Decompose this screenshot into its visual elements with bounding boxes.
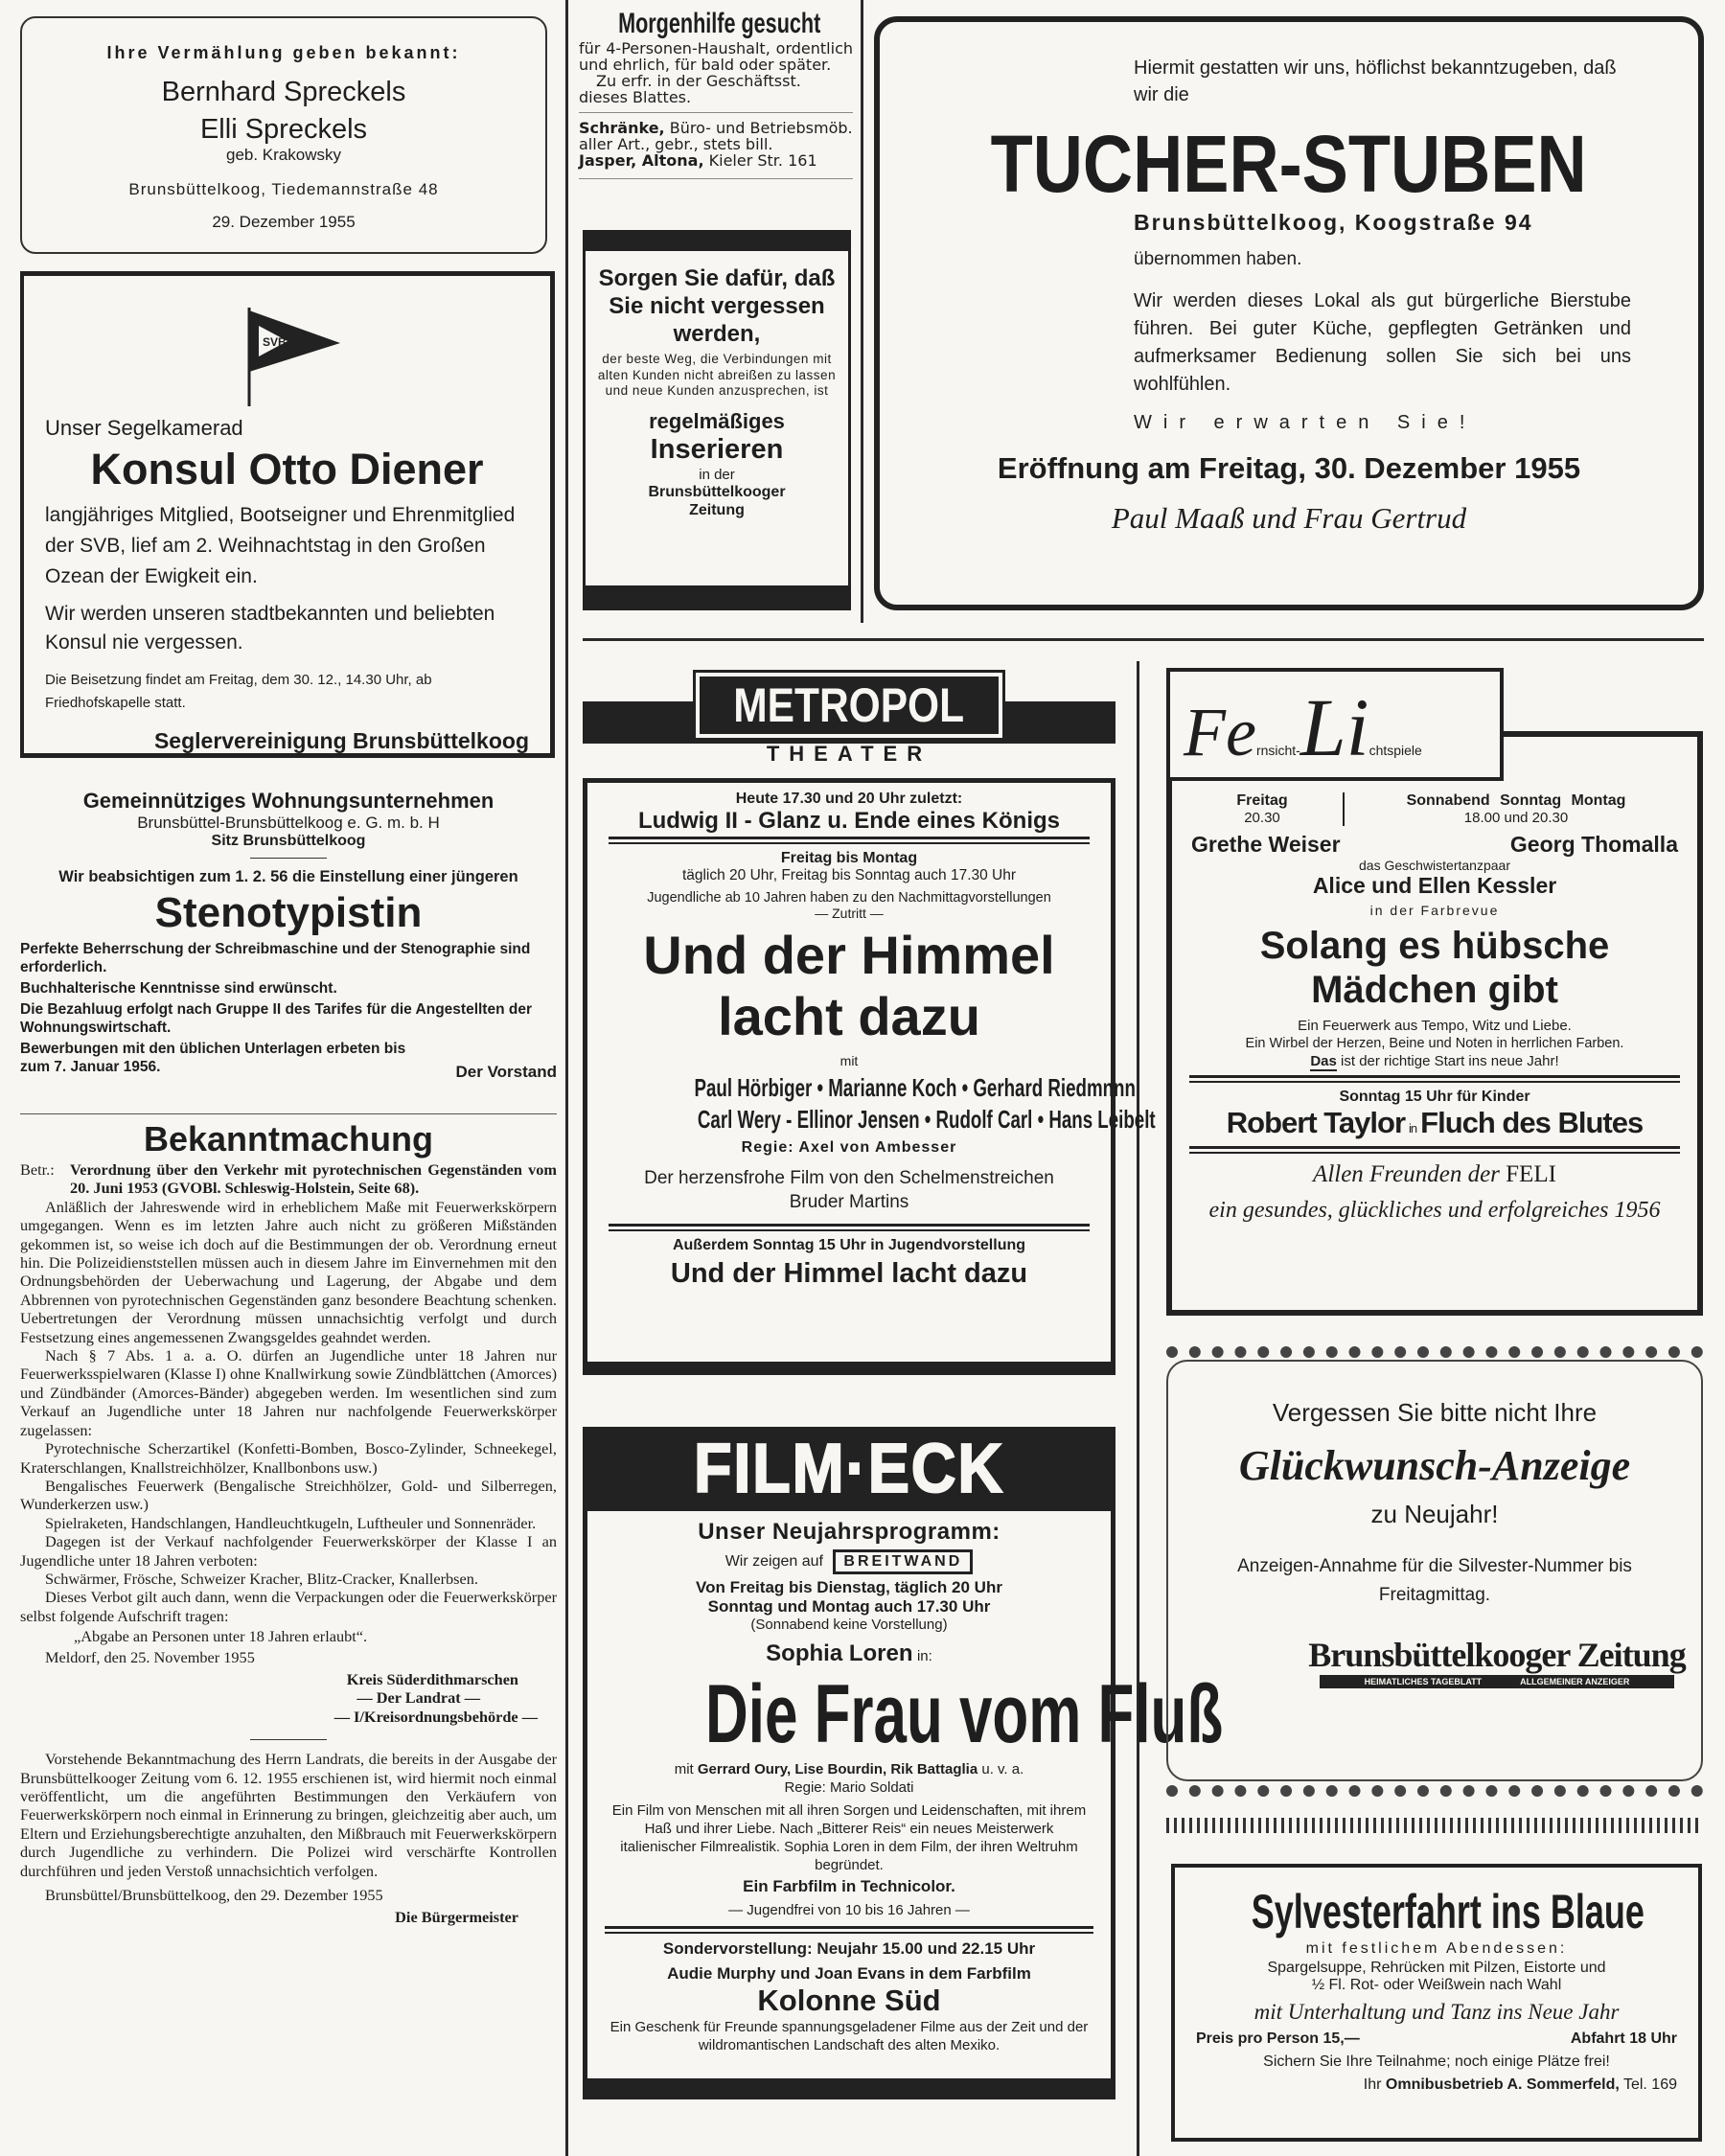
notice-authority: — Der Landrat — <box>356 1688 480 1708</box>
notice-paragraph: Dieses Verbot gilt auch dann, wenn die Verpackungen oder die Feuerwerkskörper selbst folgende Aufschrift tragen: <box>20 1588 557 1625</box>
filmeck-color: Ein Farbfilm in Technicolor. <box>743 1877 955 1895</box>
filmeck-special: Sondervorstellung: Neujahr 15.00 und 22.15 Uhr <box>662 1939 1036 1958</box>
tucher-await: Wir erwarten Sie! <box>1134 412 1477 433</box>
sylvester-tel: Tel. 169 <box>1622 2076 1677 2093</box>
wedding-intro: Ihre Vermählung geben bekannt: <box>106 43 461 62</box>
notice-betr-label: Betr.: <box>20 1160 55 1179</box>
feli-greeting: Allen Freunden der FELI <box>1313 1161 1556 1187</box>
job-ad-housing <box>20 789 557 1082</box>
metropol-times: täglich 20 Uhr, Freitag bis Sonntag auch 17.30 Uhr <box>681 867 1017 883</box>
metropol-film-title: Und der Himmel lacht dazu <box>643 925 1055 1046</box>
notice-subject: Verordnung über den Verkehr mit pyrotechnischen Gegenständen vom 20. Juni 1953 (GVOBl. Schleswig-Holstein, Seite 68). <box>70 1160 557 1198</box>
sylvester-trip-ad <box>1171 1864 1702 2142</box>
feli-film-title: Solang es hübsche Mädchen gibt <box>1259 925 1610 1011</box>
metropol-youth-admission: — Zutritt — <box>815 906 884 921</box>
tucher-name: TUCHER-STUBEN <box>990 119 1588 209</box>
filmeck-cast-mit: mit <box>674 1761 694 1778</box>
job-requirement: Bewerbungen mit den üblichen Unterlagen erbeten bis zum 7. Januar 1956. <box>20 1041 406 1075</box>
filmeck-cast: Gerrard Oury, Lise Bourdin, Rik Battaglia <box>697 1761 978 1778</box>
feli-line: ist der richtige Start ins neue Jahr! <box>1341 1053 1559 1069</box>
bride-name: Elli Spreckels <box>199 114 368 145</box>
greeting-line: zu Neujahr! <box>1370 1500 1499 1528</box>
sylvester-title: Sylvesterfahrt ins Blaue <box>1251 1885 1644 1938</box>
metropol-cinema-ad <box>583 673 1156 1375</box>
furniture-contact-name: Jasper, Altona, <box>579 151 704 170</box>
sylvester-sig-pre: Ihr <box>1363 2076 1382 2093</box>
metropol-cast: Paul Hörbiger • Marianne Koch • Gerhard Riedmnnn <box>694 1073 1136 1102</box>
funeral-info: Die Beisetzung findet am Freitag, dem 30. 12., 14.30 Uhr, ab Friedhofskapelle statt. <box>45 672 432 711</box>
feli-line-emphasis: Das <box>1310 1053 1337 1069</box>
filmeck-program: Unser Neujahrsprogramm: <box>698 1519 1000 1545</box>
hatched-rule <box>1166 1818 1703 1833</box>
tucher-intro: Hiermit gestatten wir uns, höflichst bekanntzugeben, daß wir die <box>1134 57 1617 105</box>
feli-kids-film: Robert Taylor in Fluch des Blutes <box>1226 1106 1644 1139</box>
greeting-ad <box>1166 1346 1703 1797</box>
filmeck-film-title: Die Frau vom Fluß <box>705 1668 1224 1760</box>
advertising-promo <box>583 230 851 610</box>
metropol-days: Freitag bis Montag <box>780 850 918 866</box>
groom-name: Bernhard Spreckels <box>161 77 406 107</box>
filmeck-special-film: Kolonne Süd <box>757 1984 941 2017</box>
feli-star: Grethe Weiser <box>1191 832 1341 857</box>
notice-paragraph: Anläßlich der Jahreswende wird in erheblichem Maße mit Feuerwerkskörpern umgegangen. Wenn es im letzten Jahre auch nicht zu größeren Mißständen gekommen ist, so weise ich doch auf die Bestimmungen der ob. Verordnung erneut hin. Die Polizeidienststellen müssen auch in diesem Jahre im Einvernehmen mit den Ordnungsbehörden der Ueberwachung und Lagerung, der Abgabe und dem Abbrennen von pyrotechnischen Gegenständen ganz besondere Beachtung schenken. Uebertretungen der Verordnung müssen unnachsichtig verfolgt und durch Festsetzung eines angemessenen Zwangsgeldes geahndet werden. <box>20 1197 557 1346</box>
feli-star: Georg Thomalla <box>1509 832 1678 857</box>
metropol-extra: Außerdem Sonntag 15 Uhr in Jugendvorstellung <box>672 1237 1026 1253</box>
obituary-intro: Unser Segelkamerad <box>45 416 243 440</box>
feli-line: Ein Feuerwerk aus Tempo, Witz und Liebe. <box>1298 1018 1572 1034</box>
column-rule <box>1137 661 1139 2156</box>
notice-paragraph: Pyrotechnische Scherzartikel (Konfetti-Bomben, Bosco-Zylinder, Schneekegel, Kraterschlangen, Knallstreichhölzer, Knallbonbons usw.) <box>20 1439 557 1477</box>
job-intro: Wir beabsichtigen zum 1. 2. 56 die Einstellung einer jüngeren <box>58 868 518 885</box>
notice-followup: Vorstehende Bekanntmachung des Herrn Landrats, die bereits in der Ausgabe der Brunsbüttelkooger Zeitung vom 6. 12. 1955 erschienen ist, wird hiermit noch einmal veröffentlicht, um die angeführten Bestimmungen den Verkäufern von Feuerwerkskörpern noch einmal in Erinnerung zu bringen, gleichzeitig aber auch, um Eltern und Erziehungsberechtigte anzuhalten, den Mißbrauch mit Feuerwerkskörpern durch Jugendliche zu verhindern. Die Polizei wird verschärfte Kontrollen durchführen und jeden Verstoß unnachsichtich verfolgen. <box>20 1750 557 1880</box>
tucher-signature: Paul Maaß und Frau Gertrud <box>1111 501 1467 535</box>
filmeck-star-in: in: <box>916 1648 932 1664</box>
tucher-taken-over: übernommen haben. <box>1134 249 1302 269</box>
notice-title: Bekanntmachung <box>143 1119 434 1158</box>
feli-kids: Sonntag 15 Uhr für Kinder <box>1339 1089 1530 1105</box>
obituary <box>20 271 555 758</box>
filmeck-description: Ein Film von Menschen mit all ihren Sorgen und Leidenschaften, mit ihrem Haß und ihrer Liebe. Nach „Bitterer Reis“ ein neues Meisterwerk italienischer Filmrealistik. Sophia Loren in dem Film, der ihren Weltruhm begründet. <box>611 1802 1087 1873</box>
feli-pair-label: das Geschwistertanzpaar <box>1359 858 1510 873</box>
notice-paragraph: Spielraketen, Handschlangen, Handleuchtkugeln, Luftheuler und Sonnenräder. <box>45 1513 537 1532</box>
filmeck-special-cast: Audie Murphy und Joan Evans in dem Farbfilm <box>667 1964 1031 1983</box>
promo-paper: Brunsbüttelkooger Zeitung <box>648 483 786 518</box>
filmeck-star: Sophia Loren <box>766 1640 913 1666</box>
filmeck-youth: — Jugendfrei von 10 bis 16 Jahren — <box>728 1902 970 1918</box>
public-notice <box>20 1113 557 1927</box>
job-requirement: Perfekte Beherrschung der Schreibmaschine und der Stenographie sind erforderlich. <box>20 941 531 975</box>
sylvester-seats: Sichern Sie Ihre Teilnahme; noch einige Plätze frei! <box>1263 2053 1610 2070</box>
notice-paragraph: Nach § 7 Abs. 1 a. a. O. dürfen an Jugendliche unter 18 Jahren nur Feuerwerksspielwaren (Klasse I) ohne Knallwirkung sowie Zündblättchen (Amorces) und Zündbänder (Amorces-Bänder) abgegeben werden. Im wesentlichen sind zum Verkauf an Jugendliche unter 18 Jahren nur nachfolgende Feuerwerkskörper zugelassen: <box>20 1346 557 1439</box>
notice-place-date: Brunsbüttel/Brunsbüttelkoog, den 29. Dezember 1955 <box>45 1886 383 1905</box>
notice-quote: „Abgabe an Personen unter 18 Jahren erlaubt“. <box>74 1627 368 1646</box>
wedding-date: 29. Dezember 1955 <box>212 213 356 231</box>
column-rule <box>565 0 568 2156</box>
promo-text: der beste Weg, die Verbindungen mit alten Kunden nicht abreißen zu lassen und neue Kunden anzusprechen, ist <box>597 352 837 398</box>
feli-cinema-ad <box>1166 668 1703 1316</box>
column-rule <box>861 0 863 623</box>
notice-paragraph: Schwärmer, Frösche, Schweizer Kracher, Blitz-Cracker, Knallerbsen. <box>45 1569 478 1588</box>
metropol-mit: mit <box>840 1053 859 1068</box>
maiden-name: geb. Krakowsky <box>226 146 341 164</box>
feli-line: Ein Wirbel der Herzen, Beine und Noten in herrlichen Farben. <box>1245 1036 1624 1051</box>
metropol-cast: Carl Wery - Ellinor Jensen • Rudolf Carl • Hans Leibelt <box>697 1105 1156 1134</box>
section-rule <box>583 638 1704 641</box>
notice-authority: Kreis Süderdithmarschen <box>346 1669 518 1688</box>
greeting-line: Vergessen Sie bitte nicht Ihre <box>1272 1398 1598 1427</box>
greeting-info: Anzeigen-Annahme für die Silvester-Nummer bis Freitagmittag. <box>1237 1556 1632 1605</box>
filmeck-format-line <box>605 1549 1093 1574</box>
wedding-announcement <box>20 16 547 254</box>
metropol-director: Regie: Axel von Ambesser <box>741 1139 957 1156</box>
notice-authority: — I/Kreisordnungsbehörde — <box>334 1707 538 1726</box>
feli-logo: Fernsicht-Lichtspiele <box>1166 668 1504 781</box>
newspaper-logo: Brunsbüttelkooger Zeitung HEIMATLICHES TAGEBLATT ALLGEMEINER ANZEIGER <box>1308 1636 1686 1686</box>
notice-signature: Die Bürgermeister <box>395 1908 518 1927</box>
filmeck-show-on: Wir zeigen auf <box>724 1553 823 1570</box>
org-name: Gemeinnütziges Wohnungsunternehmen <box>82 789 494 813</box>
promo-emphasis: Inserieren <box>650 433 784 465</box>
filmeck-banner: FILM·ECK <box>587 1427 1111 1511</box>
furniture-contact-address: Kieler Str. 161 <box>708 151 817 170</box>
wedding-address: Brunsbüttelkoog, Tiedemannstraße 48 <box>128 180 439 198</box>
promo-in-der: in der <box>699 466 735 483</box>
job-title: Stenotypistin <box>154 889 423 936</box>
filmeck-format-badge: BREITWAND <box>833 1549 973 1574</box>
help-wanted-contact: Zu erfr. in der Geschäftsst. dieses Blattes. <box>579 72 801 106</box>
filmeck-director: Regie: Mario Soldati <box>784 1779 914 1796</box>
notice-place-date: Meldorf, den 25. November 1955 <box>45 1647 255 1666</box>
filmeck-cast-more: u. v. a. <box>981 1761 1024 1778</box>
sylvester-entertainment: mit Unterhaltung und Tanz ins Neue Jahr <box>1254 2000 1620 2024</box>
pennant-flag-icon <box>230 293 345 408</box>
metropol-today: Heute 17.30 und 20 Uhr zuletzt: <box>735 791 963 807</box>
tucher-stuben-ad <box>874 16 1704 610</box>
metropol-youth: Jugendliche ab 10 Jahren haben zu den Nachmittagvorstellungen <box>647 890 1051 906</box>
furniture-ad-lead: Schränke, <box>579 119 665 137</box>
tucher-opening: Eröffnung am Freitag, 30. Dezember 1955 <box>997 451 1581 485</box>
org-legal-name: Brunsbüttel-Brunsbüttelkoog e. G. m. b. H <box>137 814 440 832</box>
tucher-text: Wir werden dieses Lokal als gut bürgerliche Bierstube führen. Bei guter Küche, gepflegten Getränken und aufmerksamer Bedienung sollen Sie sich bei uns wohlfühlen. <box>1134 290 1631 395</box>
help-wanted-text: für 4-Personen-Haushalt, ordentlich und ehrlich, für bald oder später. <box>579 39 853 74</box>
feli-pair: Alice und Ellen Kessler <box>1312 873 1557 898</box>
sylvester-departure: Abfahrt 18 Uhr <box>1570 2030 1677 2047</box>
notice-paragraph: Dagegen ist der Verkauf nachfolgender Feuerwerkskörper der Klasse I an Jugendliche unter 18 Jahren verboten: <box>20 1532 557 1570</box>
metropol-logo: METROPOL <box>696 673 1002 738</box>
metropol-subtitle: THEATER <box>766 742 932 766</box>
feli-greeting: ein gesundes, glückliches und erfolgreiches 1956 <box>1208 1198 1661 1223</box>
flag-letters: SVB <box>262 335 287 349</box>
metropol-tagline: Der herzensfrohe Film von den Schelmenstreichen Bruder Martins <box>644 1168 1054 1212</box>
job-signature: Der Vorstand <box>455 1063 557 1081</box>
tucher-address: Brunsbüttelkoog, Koogstraße 94 <box>1134 210 1533 235</box>
filmeck-times: Von Freitag bis Dienstag, täglich 20 Uhr <box>696 1578 1002 1596</box>
filmeck-times-note: (Sonnabend keine Vorstellung) <box>750 1617 948 1633</box>
sylvester-dinner: mit festlichem Abendessen: <box>1305 1940 1568 1957</box>
sylvester-menu: ½ Fl. Rot- oder Weißwein nach Wahl <box>1311 1977 1562 1993</box>
deceased-name: Konsul Otto Diener <box>90 445 484 493</box>
classifieds <box>579 8 853 189</box>
feli-weekend: Sonnabend Sonntag Montag 18.00 und 20.30 <box>1406 792 1626 826</box>
feli-revue: in der Farbrevue <box>1369 903 1500 918</box>
feli-friday: Freitag 20.30 <box>1236 792 1288 826</box>
greeting-title: Glückwunsch-Anzeige <box>1238 1442 1631 1489</box>
help-wanted-title: Morgenhilfe gesucht <box>618 8 821 39</box>
filmeck-cinema-ad <box>583 1427 1224 2099</box>
furniture-ad-text: Büro- und Betriebsmöb. aller Art., gebr., stets bill. <box>579 119 853 153</box>
filmeck-times: Sonntag und Montag auch 17.30 Uhr <box>707 1597 991 1616</box>
job-requirement: Die Bezahluug erfolgt nach Gruppe II des Tarifes für die Angestellten der Wohnungswirtschaft. <box>20 1001 532 1036</box>
sylvester-menu: Spargelsuppe, Rehrücken mit Pilzen, Eistorte und <box>1267 1960 1606 1976</box>
sylvester-price: Preis pro Person 15,— <box>1196 2030 1360 2047</box>
metropol-extra-film: Und der Himmel lacht dazu <box>670 1258 1028 1289</box>
promo-emphasis: regelmäßiges <box>649 408 785 433</box>
promo-headline: Sorgen Sie dafür, daß Sie nicht vergessen werden, <box>598 265 836 347</box>
obituary-signature: Seglervereinigung Brunsbüttelkoog <box>153 728 529 753</box>
job-requirement: Buchhalterische Kenntnisse sind erwünscht. <box>20 980 337 997</box>
obituary-text: Wir werden unseren stadtbekannten und beliebten Konsul nie vergessen. <box>45 603 495 654</box>
obituary-text: langjähriges Mitglied, Bootseigner und Ehrenmitglied der SVB, lief am 2. Weihnachtstag in den Großen Ozean der Ewigkeit ein. <box>45 504 516 587</box>
notice-paragraph: Bengalisches Feuerwerk (Bengalische Streichhölzer, Gold- und Silberregen, Wunderkerzen usw.) <box>20 1476 557 1514</box>
filmeck-special-description: Ein Geschenk für Freunde spannungsgeladener Filme aus der Zeit und der wildromantischen Landschaft des alten Mexiko. <box>610 2019 1089 2053</box>
org-seat: Sitz Brunsbüttelkoog <box>211 833 366 849</box>
sylvester-signature: Omnibusbetrieb A. Sommerfeld, <box>1385 2076 1620 2093</box>
metropol-today-film: Ludwig II - Glanz u. Ende eines Königs <box>637 808 1061 834</box>
